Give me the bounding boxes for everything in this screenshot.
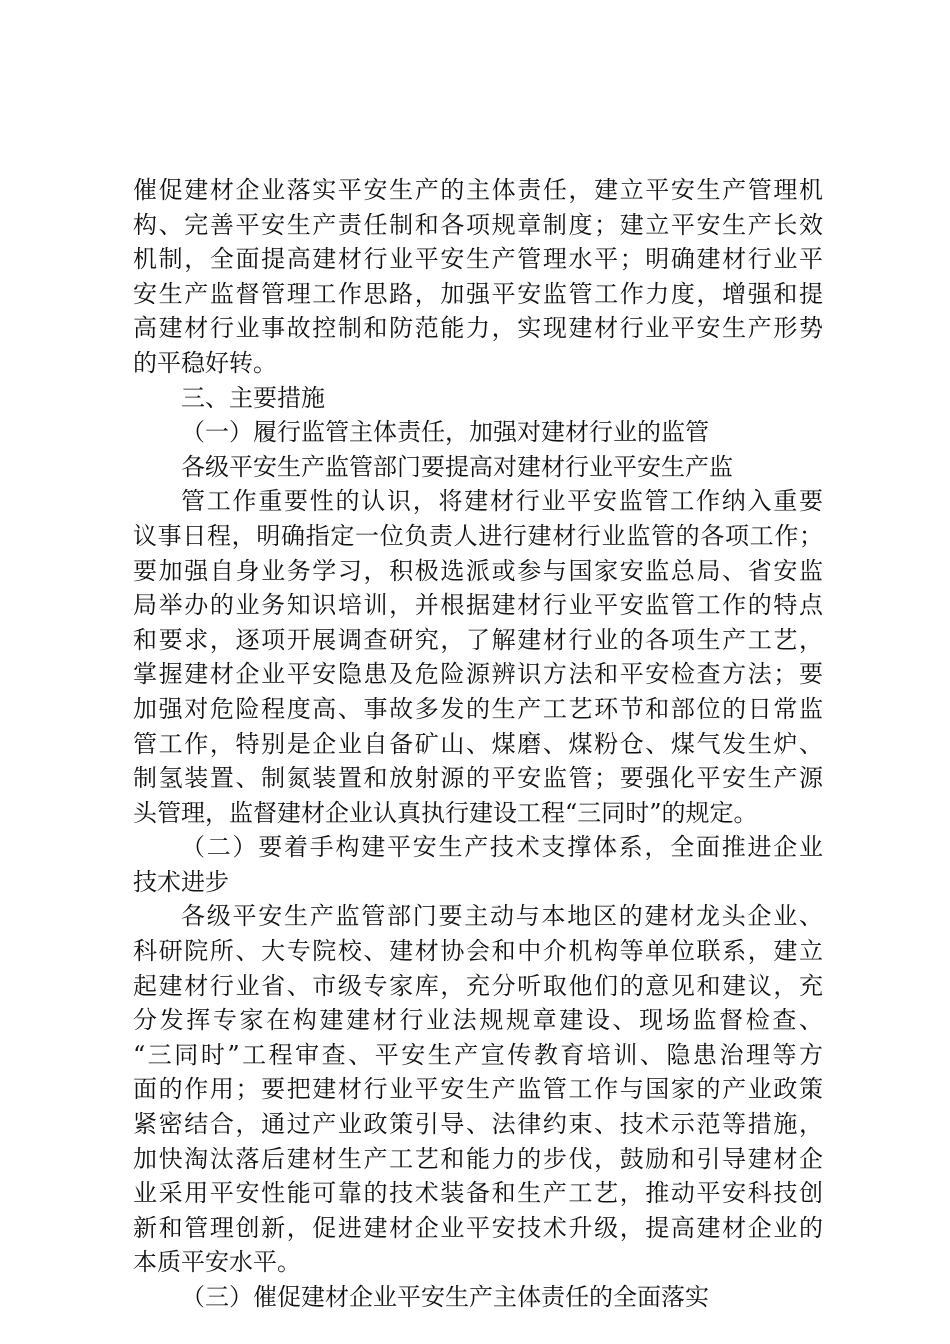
section-heading: 三、主要措施 (181, 383, 325, 412)
paragraph-line: 管工作重要性的认识，将建材行业平安监管工作纳入重要 (181, 487, 823, 516)
paragraph-line: 紧密结合，通过产业政策引导、法律约束、技术示范等措施， (133, 1110, 823, 1139)
paragraph-line: 的平稳好转。 (133, 348, 277, 377)
paragraph-line: 本质平安水平。 (133, 1248, 301, 1277)
paragraph-line: 业采用平安性能可靠的技术装备和生产工艺，推动平安科技创 (133, 1179, 823, 1208)
subsection-heading: （三）催促建材企业平安生产主体责任的全面落实 (181, 1283, 709, 1311)
paragraph-line: 各级平安生产监管部门要提高对建材行业平安生产监 (181, 452, 733, 481)
paragraph-line: 催促建材企业落实平安生产的主体责任，建立平安生产管理机 (133, 176, 823, 204)
paragraph-line: 起建材行业省、市级专家库，充分听取他们的意见和建议，充 (133, 971, 823, 1000)
document-body (133, 173, 823, 1315)
paragraph-line: “三同时”工程审查、平安生产宣传教育培训、隐患治理等方 (133, 1040, 823, 1069)
paragraph-line: 高建材行业事故控制和防范能力，实现建材行业平安生产形势 (133, 314, 823, 343)
subsection-heading: （二）要着手构建平安生产技术支撑体系，全面推进企业 (181, 833, 823, 862)
paragraph-line: 科研院所、大专院校、建材协会和中介机构等单位联系，建立 (133, 937, 823, 966)
subsection-heading: （一）履行监管主体责任，加强对建材行业的监管 (181, 418, 709, 447)
paragraph-line: 机制，全面提高建材行业平安生产管理水平；明确建材行业平 (133, 245, 823, 274)
paragraph-line: 各级平安生产监管部门要主动与本地区的建材龙头企业、 (181, 902, 823, 931)
paragraph-line: 制氢装置、制氮装置和放射源的平安监管；要强化平安生产源 (133, 764, 823, 793)
paragraph-line: 分发挥专家在构建建材行业法规规章建设、现场监督检查、 (133, 1006, 823, 1035)
paragraph-line: 要加强自身业务学习，积极选派或参与国家安监总局、省安监 (133, 556, 823, 585)
paragraph-line: 议事日程，明确指定一位负责人进行建材行业监管的各项工作； (133, 521, 823, 550)
paragraph-line: 安生产监督管理工作思路，加强平安监管工作力度，增强和提 (133, 279, 823, 308)
paragraph-line: 加强对危险程度高、事故多发的生产工艺环节和部位的日常监 (133, 694, 823, 723)
paragraph-line: 管工作，特别是企业自备矿山、煤磨、煤粉仓、煤气发生炉、 (133, 729, 823, 758)
paragraph-line: 加快淘汰落后建材生产工艺和能力的步伐，鼓励和引导建材企 (133, 1144, 823, 1173)
paragraph-line: 掌握建材企业平安隐患及危险源辨识方法和平安检查方法；要 (133, 660, 823, 689)
paragraph-line: 头管理，监督建材企业认真执行建设工程“三同时”的规定。 (133, 798, 758, 827)
paragraph-line: 和要求，逐项开展调查研究，了解建材行业的各项生产工艺， (133, 625, 823, 654)
paragraph-line: 局举办的业务知识培训，并根据建材行业平安监管工作的特点 (133, 591, 823, 620)
paragraph-line: 面的作用；要把建材行业平安生产监管工作与国家的产业政策 (133, 1075, 823, 1104)
subsection-heading: 技术进步 (133, 867, 229, 896)
paragraph-line: 构、完善平安生产责任制和各项规章制度；建立平安生产长效 (133, 210, 823, 239)
paragraph-line: 新和管理创新，促进建材企业平安技术升级，提高建材企业的 (133, 1213, 823, 1242)
